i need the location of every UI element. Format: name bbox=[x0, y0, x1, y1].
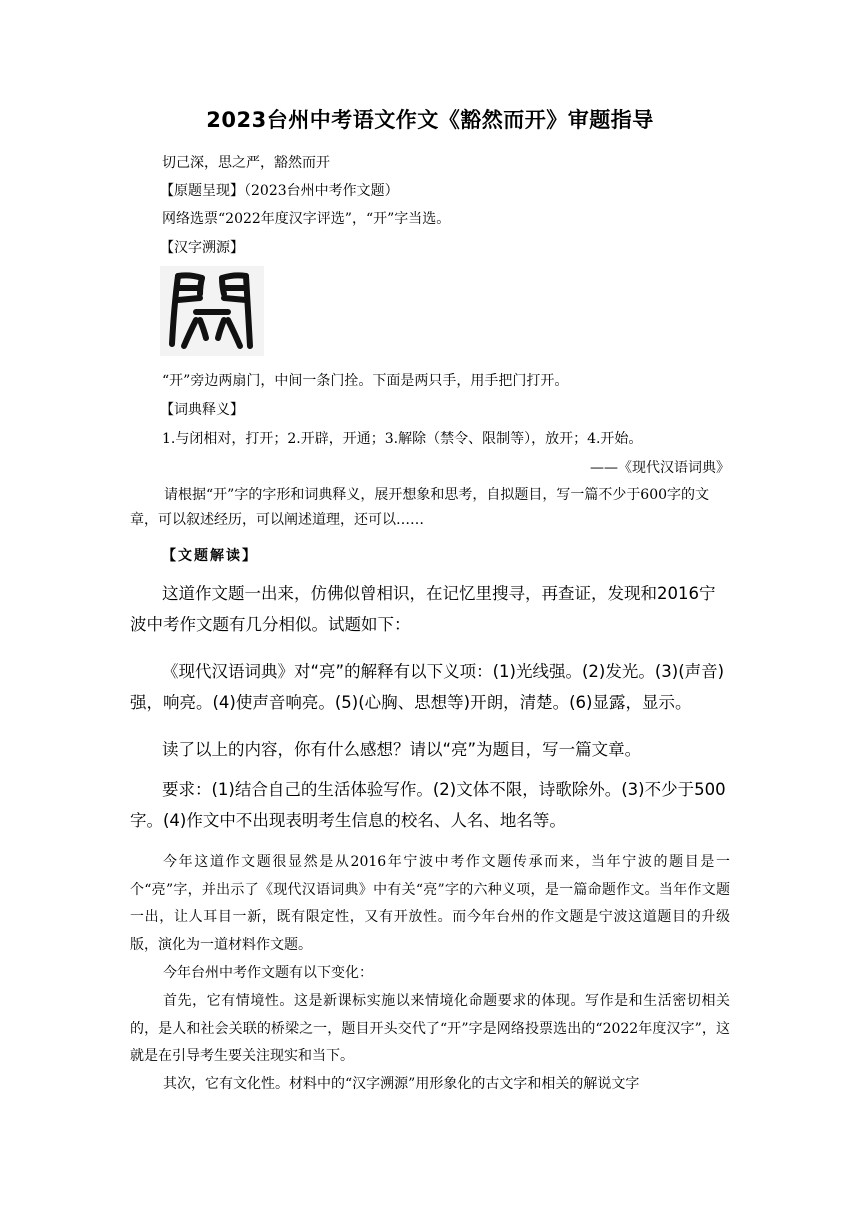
dict-source: ——《现代汉语词典》 bbox=[590, 460, 730, 476]
document-title: 2023台州中考语文作文《豁然而开》审题指导 bbox=[206, 108, 654, 132]
kai-seal-script-icon bbox=[160, 266, 264, 356]
paragraph-7: 首先，它有情境性。这是新课标实施以来情境化命题要求的体现。写作是和生活密切相关的，是人和社会关联的桥梁之一，题目开头交代了“开”字是网络投票选出的“2022年度汉字”，这就是在引导考生要关注现实和当下。 bbox=[130, 993, 730, 1064]
paragraph-3: 读了以上的内容，你有什么感想？请以“亮”为题目，写一篇文章。 bbox=[162, 740, 642, 759]
paragraph-8: 其次，它有文化性。材料中的“汉字溯源”用形象化的古文字和相关的解说文字 bbox=[163, 1076, 640, 1092]
trace-heading: 【汉字溯源】 bbox=[160, 240, 244, 256]
trace-text: “开”旁边两扇门，中间一条门拴。下面是两只手，用手把门打开。 bbox=[162, 373, 569, 389]
origin-heading: 【原题呈现】（2023台州中考作文题） bbox=[160, 183, 399, 199]
paragraph-2: 《现代汉语词典》对“亮”的解释有以下义项：(1)光线强。(2)发光。(3)(声音)强，响亮。(4)使声音响亮。(5)(心胸、思想等)开朗，清楚。(6)显露，显示。 bbox=[130, 662, 725, 712]
subtitle: 切己深，思之严，豁然而开 bbox=[162, 155, 330, 171]
dict-text: 1.与闭相对，打开；2.开辟，开通；3.解除（禁令、限制等），放开；4.开始。 bbox=[162, 431, 643, 447]
paragraph-6: 今年台州中考作文题有以下变化： bbox=[163, 965, 373, 981]
dict-heading: 【词典释义】 bbox=[160, 402, 244, 418]
origin-text: 网络选票“2022年度汉字评选”，“开”字当选。 bbox=[162, 211, 451, 227]
prompt-text: 请根据“开”字的字形和词典释义，展开想象和思考，自拟题目，写一篇不少于600字的文章，可以叙述经历，可以阐述道理，还可以…… bbox=[130, 487, 710, 528]
paragraph-4: 要求：(1)结合自己的生活体验写作。(2)文体不限，诗歌除外。(3)不少于500字。(4)作文中不出现表明考生信息的校名、人名、地名等。 bbox=[130, 780, 726, 830]
paragraph-1: 这道作文题一出来，仿佛似曾相识，在记忆里搜寻，再查证，发现和2016宁波中考作文题有几分相似。试题如下： bbox=[130, 584, 716, 634]
paragraph-5: 今年这道作文题很显然是从2016年宁波中考作文题传承而来，当年宁波的题目是一个“亮”字，并出示了《现代汉语词典》中有关“亮”字的六种义项，是一篇命题作文。当年作文题一出，让人耳目一新，既有限定性，又有开放性。而今年台州的作文题是宁波这道题目的升级版，演化为一道材料作文题。 bbox=[130, 854, 730, 953]
reading-heading: 【文题解读】 bbox=[162, 548, 258, 564]
